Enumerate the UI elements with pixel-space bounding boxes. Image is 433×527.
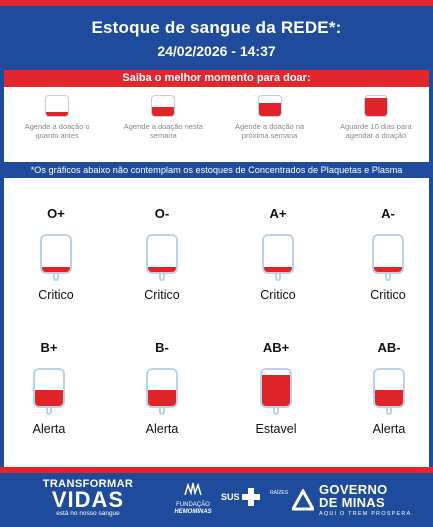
blood-bag-icon bbox=[258, 232, 298, 284]
blood-type-o-positive bbox=[6, 206, 106, 302]
blood-type-label: O+ bbox=[47, 206, 65, 221]
stock-status: Alerta bbox=[32, 422, 66, 436]
stock-status: Alerta bbox=[145, 422, 179, 436]
stock-status: Estavel bbox=[255, 422, 297, 436]
governo-minas-logo: GOVERNO DE MINAS AQUI O TREM PROSPERA. bbox=[292, 483, 414, 517]
blood-bag-icon bbox=[369, 366, 409, 418]
update-datetime: 24/02/2026 - 14:37 bbox=[157, 43, 276, 59]
guide-caption: Agende a doação nesta semana bbox=[123, 122, 203, 140]
blood-type-a-negative bbox=[338, 206, 433, 302]
blood-type-label: AB- bbox=[377, 340, 401, 355]
stock-status: Critico bbox=[144, 288, 180, 302]
blood-bag-icon bbox=[29, 366, 69, 418]
blood-bag-icon bbox=[45, 95, 69, 117]
plus-icon bbox=[242, 488, 260, 506]
blood-type-ab-negative bbox=[339, 340, 433, 436]
header bbox=[0, 6, 433, 70]
guide-caption: Agende a doação na próxima semana bbox=[235, 122, 305, 140]
guide-item bbox=[217, 87, 323, 153]
blood-type-a-positive bbox=[228, 206, 328, 302]
transformar-vidas-logo: TRANSFORMAR VIDAS está no nosso sangue bbox=[42, 478, 134, 517]
blood-bag-icon bbox=[36, 232, 76, 284]
minas-triangle-icon bbox=[292, 489, 314, 511]
blood-type-label: AB+ bbox=[262, 340, 290, 355]
blood-bag-icon bbox=[256, 366, 296, 418]
sus-logo: SUS bbox=[221, 488, 260, 506]
stock-notice: *Os gráficos abaixo não contemplam os estoques de Concentrados de Plaquetas e Plasma bbox=[4, 162, 429, 178]
blood-bag-icon bbox=[258, 95, 282, 117]
donation-guide bbox=[4, 87, 429, 153]
blood-bag-icon bbox=[368, 232, 408, 284]
blood-stock-grid bbox=[4, 178, 429, 467]
blood-type-label: A- bbox=[381, 206, 395, 221]
hemominas-logo: FUNDAÇÃO HEMOMINAS bbox=[168, 481, 218, 516]
blood-bag-icon bbox=[142, 366, 182, 418]
blood-type-b-negative bbox=[112, 340, 212, 436]
blood-bag-icon bbox=[151, 95, 175, 117]
guide-item bbox=[323, 87, 429, 153]
blood-type-label: O- bbox=[154, 206, 170, 221]
page-title: Estoque de sangue da REDE*: bbox=[91, 18, 342, 37]
footer bbox=[0, 473, 433, 527]
guide-item bbox=[110, 87, 216, 153]
blood-type-b-positive bbox=[0, 340, 99, 436]
guide-caption: Agende a doação o quanto antes bbox=[24, 122, 90, 140]
blood-type-label: A+ bbox=[269, 206, 287, 221]
blood-bag-icon bbox=[142, 232, 182, 284]
hemominas-icon bbox=[182, 481, 204, 497]
raizes-logo: RAÍZES bbox=[270, 490, 289, 496]
blood-type-o-negative bbox=[112, 206, 212, 302]
guide-item bbox=[4, 87, 110, 153]
blood-type-ab-positive bbox=[226, 340, 326, 436]
blood-type-label: B- bbox=[155, 340, 169, 355]
stock-status: Alerta bbox=[372, 422, 406, 436]
blood-bag-icon bbox=[364, 95, 388, 117]
guide-caption: Aguarde 10 dias para agendar a doação bbox=[340, 122, 412, 140]
guide-heading: Saiba o melhor momento para doar: bbox=[4, 70, 429, 87]
stock-status: Critico bbox=[260, 288, 296, 302]
blood-type-label: B+ bbox=[40, 340, 58, 355]
stock-status: Critico bbox=[38, 288, 74, 302]
stock-status: Critico bbox=[370, 288, 406, 302]
